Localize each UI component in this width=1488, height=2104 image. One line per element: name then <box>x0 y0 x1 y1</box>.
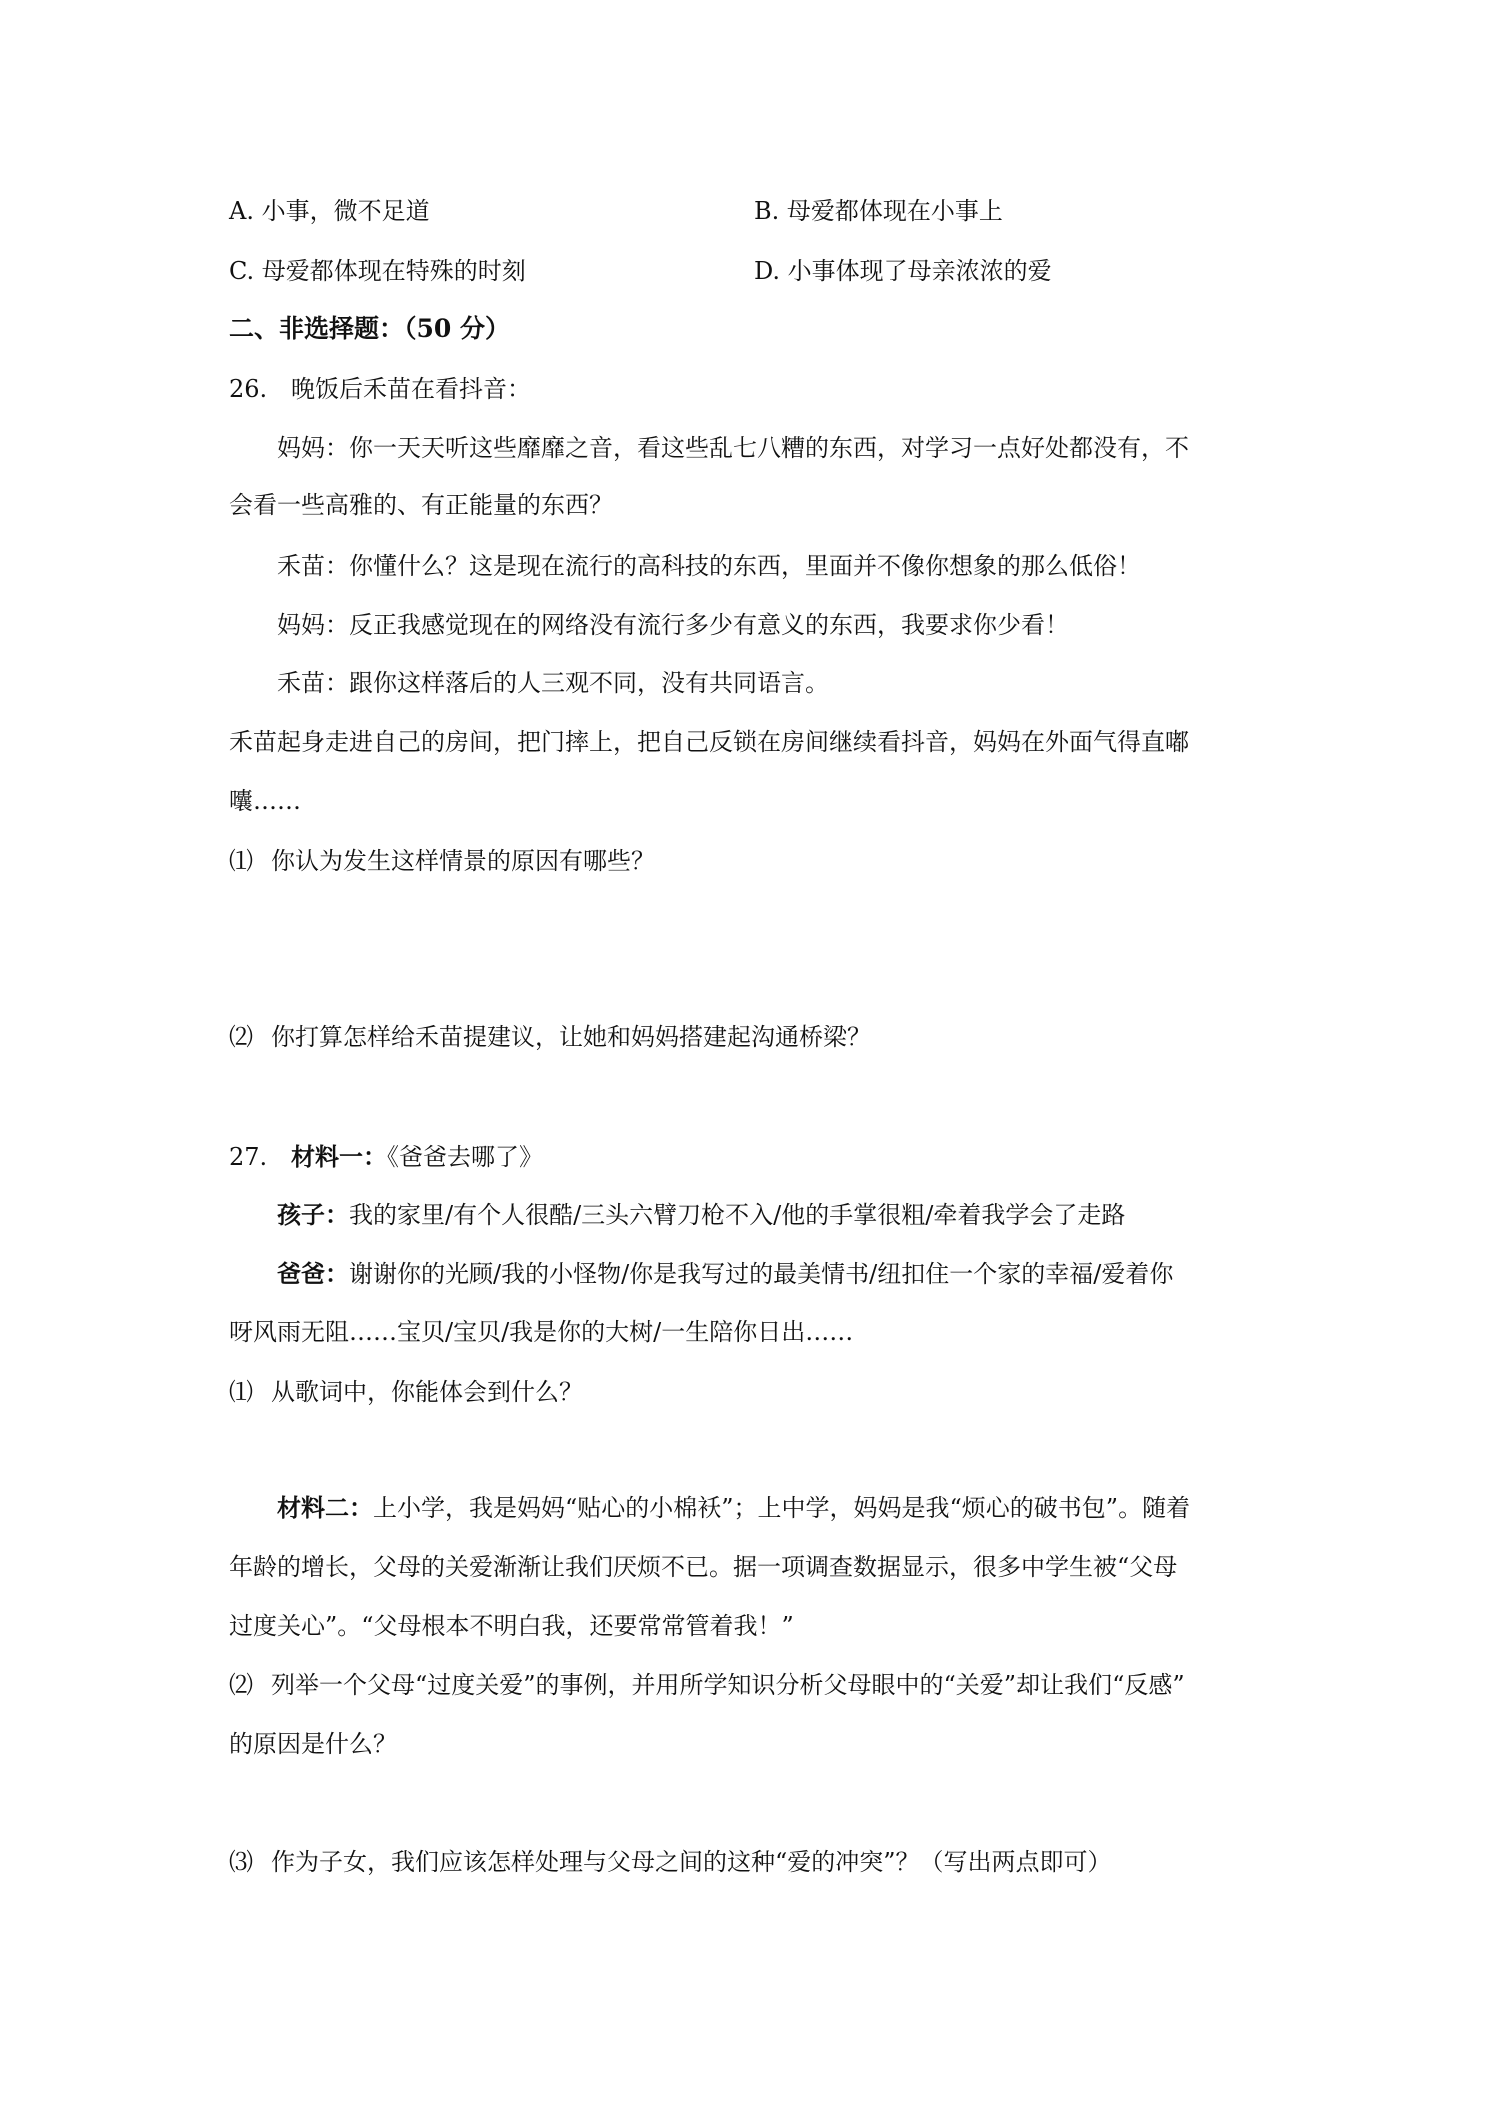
option-c: C. 母爱都体现在特殊的时刻 <box>229 257 526 285</box>
sub-question-number: ⑴ <box>229 847 253 875</box>
dialog-line: 禾苗：你懂什么？这是现在流行的高科技的东西，里面并不像你想象的那么低俗！ <box>277 552 1141 580</box>
speaker-label: 爸爸： <box>277 1259 349 1288</box>
lyric-text: 呀风雨无阻……宝贝/宝贝/我是你的大树/一生陪你日出…… <box>229 1318 854 1346</box>
sub-question-text: 你打算怎样给禾苗提建议，让她和妈妈搭建起沟通桥梁？ <box>271 1023 871 1051</box>
narration-line: 囔…… <box>229 787 301 815</box>
sub-question-3 <box>229 1848 1112 1877</box>
sub-question-number: ⑶ <box>229 1848 253 1876</box>
question-27 <box>229 1143 543 1172</box>
sub-question-text: 作为子女，我们应该怎样处理与父母之间的这种“爱的冲突”？（写出两点即可） <box>271 1848 1112 1876</box>
section-title: 二、非选择题：（50 分） <box>229 314 510 343</box>
lyric-dad <box>277 1260 1173 1289</box>
material-text: 过度关心”。“父母根本不明白我，还要常常管着我！” <box>229 1612 794 1640</box>
dialog-line: 禾苗：跟你这样落后的人三观不同，没有共同语言。 <box>277 669 829 697</box>
dialog-line: 妈妈：反正我感觉现在的网络没有流行多少有意义的东西，我要求你少看！ <box>277 611 1069 639</box>
lyric-child <box>277 1201 1125 1230</box>
option-a: A. 小事，微不足道 <box>229 197 430 225</box>
sub-question-2 <box>229 1671 1185 1700</box>
dialog-line: 会看一些高雅的、有正能量的东西？ <box>229 491 613 519</box>
sub-question-number: ⑴ <box>229 1378 253 1406</box>
material-title: 《爸爸去哪了》 <box>387 1143 543 1171</box>
material-label: 材料一： <box>291 1142 387 1171</box>
lyric-text: 我的家里/有个人很酷/三头六臂刀枪不入/他的手掌很粗/牵着我学会了走路 <box>349 1201 1126 1229</box>
question-number: 27. <box>229 1143 268 1171</box>
narration-line: 禾苗起身走进自己的房间，把门摔上，把自己反锁在房间继续看抖音，妈妈在外面气得直嘟 <box>229 728 1189 756</box>
sub-question-1 <box>229 847 655 876</box>
speaker-label: 孩子： <box>277 1200 349 1229</box>
sub-question-text: 你认为发生这样情景的原因有哪些？ <box>271 847 655 875</box>
sub-question-1 <box>229 1378 583 1407</box>
option-b: B. 母爱都体现在小事上 <box>754 197 1003 225</box>
option-d: D. 小事体现了母亲浓浓的爱 <box>754 257 1052 285</box>
question-intro: 晚饭后禾苗在看抖音： <box>291 375 531 403</box>
material-text: 上小学，我是妈妈“贴心的小棉袄”；上中学，妈妈是我“烦心的破书包”。随着 <box>373 1494 1191 1522</box>
material-2 <box>277 1494 1190 1523</box>
lyric-text: 谢谢你的光顾/我的小怪物/你是我写过的最美情书/纽扣住一个家的幸福/爱着你 <box>349 1260 1174 1288</box>
question-number: 26. <box>229 375 268 403</box>
sub-question-text: 从歌词中，你能体会到什么？ <box>271 1378 583 1406</box>
material-label: 材料二： <box>277 1493 373 1522</box>
sub-question-text: 列举一个父母“过度关爱”的事例，并用所学知识分析父母眼中的“关爱”却让我们“反感” <box>271 1671 1185 1699</box>
material-text: 年龄的增长，父母的关爱渐渐让我们厌烦不已。据一项调查数据显示，很多中学生被“父母 <box>229 1553 1178 1581</box>
dialog-line: 妈妈：你一天天听这些靡靡之音，看这些乱七八糟的东西，对学习一点好处都没有，不 <box>277 434 1189 462</box>
question-26 <box>229 375 531 404</box>
sub-question-number: ⑵ <box>229 1023 253 1051</box>
sub-question-text: 的原因是什么？ <box>229 1730 397 1758</box>
sub-question-2 <box>229 1023 871 1052</box>
sub-question-number: ⑵ <box>229 1671 253 1699</box>
